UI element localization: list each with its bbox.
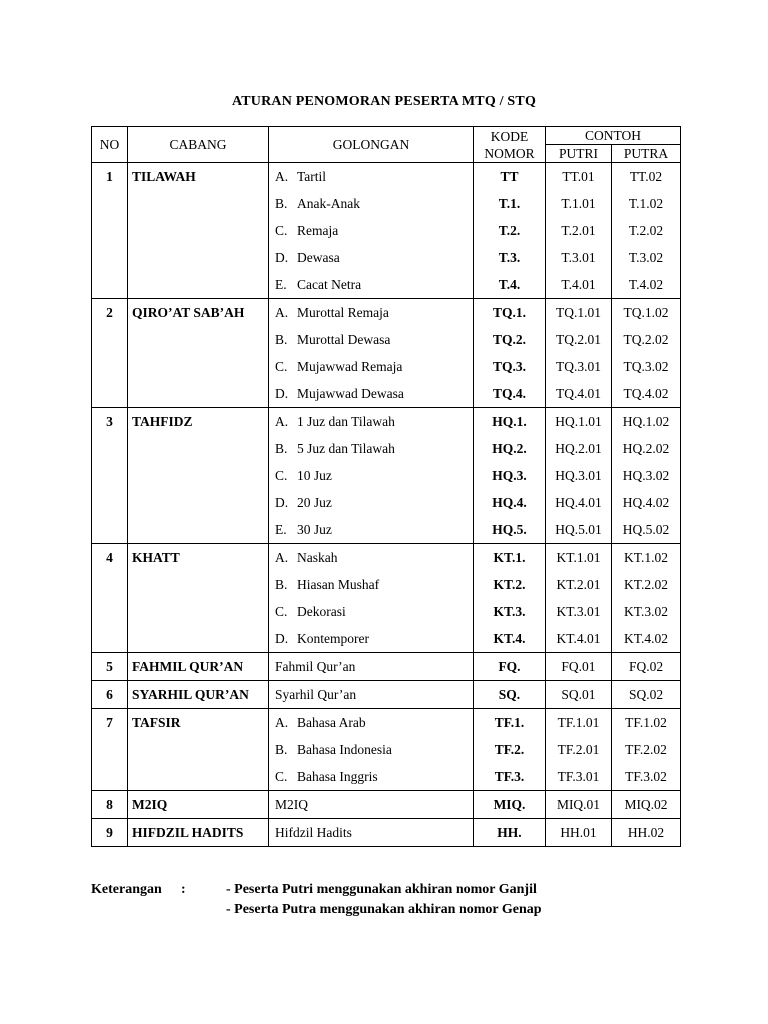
note-colon: : [181, 882, 186, 897]
kode-nomor-value: T.4. [498, 277, 521, 292]
golongan-item [269, 598, 473, 625]
cell-cabang: TAHFIDZ [128, 408, 269, 544]
golongan-item [269, 571, 473, 598]
contoh-putri-value: KT.1.01 [556, 550, 601, 565]
kode-nomor-value: TQ.2. [492, 332, 526, 347]
cell-contoh-putra [612, 819, 681, 847]
contoh-putri-value: KT.3.01 [556, 604, 601, 619]
header-contoh: CONTOH [546, 127, 681, 145]
contoh-putri-value: T.1.01 [561, 196, 596, 211]
golongan-letter: E. [275, 277, 287, 292]
table-row [92, 544, 681, 653]
contoh-putri-value: TQ.3.01 [556, 359, 601, 374]
kode-nomor-value: HQ.4. [492, 495, 527, 510]
contoh-putra-value: FQ.02 [628, 659, 664, 674]
golongan-letter: B. [275, 441, 288, 456]
golongan-label: Hiasan Mushaf [297, 577, 380, 592]
contoh-putra-value: TQ.4.02 [623, 386, 669, 401]
golongan-letter: D. [275, 386, 289, 401]
contoh-putri-value: TF.3.01 [557, 769, 600, 784]
contoh-putra-value: MIQ.02 [624, 797, 668, 812]
cell-kode-nomor [474, 681, 546, 709]
contoh-putri-value: HQ.4.01 [555, 495, 602, 510]
golongan-label: M2IQ [275, 797, 308, 812]
cell-cabang: TAFSIR [128, 709, 269, 791]
kode-nomor-value: HQ.2. [492, 441, 527, 456]
golongan-label: Bahasa Indonesia [297, 742, 392, 757]
contoh-putra-value: TQ.3.02 [623, 359, 669, 374]
kode-nomor-value: TF.3. [494, 769, 525, 784]
contoh-putra-value: T.4.02 [628, 277, 664, 292]
golongan-letter: C. [275, 223, 288, 238]
table-row [92, 408, 681, 544]
cell-kode-nomor [474, 819, 546, 847]
table-row [92, 709, 681, 791]
cell-kode-nomor [474, 791, 546, 819]
golongan-letter: E. [275, 522, 287, 537]
note-line-putra: - Peserta Putra menggunakan akhiran nomor Genap [226, 902, 542, 917]
golongan-item [269, 190, 473, 217]
golongan-letter: A. [275, 169, 289, 184]
cell-contoh-putri [546, 709, 612, 791]
golongan-letter: B. [275, 742, 288, 757]
cell-cabang: TILAWAH [128, 163, 269, 299]
cell-kode-nomor [474, 163, 546, 299]
kode-nomor-value: T.1. [498, 196, 521, 211]
golongan-letter: C. [275, 604, 288, 619]
golongan-item [269, 326, 473, 353]
kode-nomor-value: FQ. [498, 659, 521, 674]
kode-nomor-value: KT.1. [493, 550, 526, 565]
kode-nomor-value: T.2. [498, 223, 521, 238]
golongan-item [269, 244, 473, 271]
cell-golongan [269, 681, 474, 709]
golongan-label: Cacat Netra [297, 277, 362, 292]
cell-contoh-putri [546, 299, 612, 408]
contoh-putri-value: KT.2.01 [556, 577, 601, 592]
golongan-letter: A. [275, 715, 289, 730]
golongan-item [269, 681, 473, 708]
contoh-putra-value: SQ.02 [628, 687, 664, 702]
golongan-item [269, 353, 473, 380]
contoh-putri-value: TT.01 [562, 169, 595, 184]
contoh-putra-value: KT.1.02 [624, 550, 668, 565]
golongan-label: 1 Juz dan Tilawah [297, 414, 395, 429]
cell-contoh-putra [612, 299, 681, 408]
golongan-item [269, 736, 473, 763]
golongan-item [269, 271, 473, 298]
cell-no: 5 [92, 653, 128, 681]
contoh-putra-value: HH.02 [627, 825, 665, 840]
golongan-letter: A. [275, 414, 289, 429]
cell-no: 9 [92, 819, 128, 847]
golongan-label: Fahmil Qur’an [275, 659, 356, 674]
header-kode-nomor [474, 127, 546, 163]
contoh-putri-value: HQ.2.01 [555, 441, 602, 456]
golongan-label: Syarhil Qur’an [275, 687, 357, 702]
contoh-putra-value: T.1.02 [628, 196, 664, 211]
table-body [92, 163, 681, 847]
golongan-label: Dewasa [297, 250, 340, 265]
cell-contoh-putri [546, 791, 612, 819]
contoh-putra-value: HQ.2.02 [622, 441, 670, 456]
contoh-putra-value: HQ.5.02 [622, 522, 670, 537]
kode-nomor-value: KT.4. [493, 631, 526, 646]
contoh-putri-value: T.3.01 [561, 250, 596, 265]
cell-contoh-putri [546, 653, 612, 681]
cell-golongan [269, 544, 474, 653]
cell-kode-nomor [474, 544, 546, 653]
golongan-item [269, 709, 473, 736]
cell-golongan [269, 163, 474, 299]
cell-no: 3 [92, 408, 128, 544]
golongan-label: Murottal Dewasa [297, 332, 391, 347]
contoh-putri-value: HQ.3.01 [555, 468, 602, 483]
cell-contoh-putra [612, 544, 681, 653]
golongan-label: Murottal Remaja [297, 305, 389, 320]
golongan-item [269, 625, 473, 652]
kode-nomor-value: KT.3. [493, 604, 526, 619]
cell-contoh-putra [612, 653, 681, 681]
golongan-letter: A. [275, 550, 289, 565]
contoh-putri-value: TQ.2.01 [556, 332, 601, 347]
contoh-putra-value: T.3.02 [628, 250, 664, 265]
contoh-putri-value: HQ.1.01 [555, 414, 602, 429]
contoh-putri-value: TF.2.01 [557, 742, 600, 757]
golongan-label: Dekorasi [297, 604, 346, 619]
cell-no: 2 [92, 299, 128, 408]
contoh-putri-value: T.4.01 [561, 277, 596, 292]
contoh-putra-value: TF.3.02 [625, 769, 667, 784]
golongan-item [269, 380, 473, 407]
golongan-label: Mujawwad Remaja [297, 359, 403, 374]
golongan-label: 5 Juz dan Tilawah [297, 441, 395, 456]
contoh-putri-value: T.2.01 [561, 223, 596, 238]
golongan-label: 20 Juz [297, 495, 332, 510]
golongan-label: Bahasa Arab [297, 715, 366, 730]
golongan-item [269, 819, 473, 846]
golongan-label: Mujawwad Dewasa [297, 386, 404, 401]
header-cabang: CABANG [128, 127, 269, 163]
golongan-item [269, 516, 473, 543]
golongan-letter: C. [275, 468, 288, 483]
document-title: ATURAN PENOMORAN PESERTA MTQ / STQ [231, 94, 537, 109]
golongan-item [269, 489, 473, 516]
kode-nomor-value: KT.2. [493, 577, 526, 592]
golongan-letter: D. [275, 631, 289, 646]
cell-no: 8 [92, 791, 128, 819]
golongan-letter: A. [275, 305, 289, 320]
kode-nomor-value: TQ.3. [492, 359, 526, 374]
cell-kode-nomor [474, 299, 546, 408]
cell-contoh-putri [546, 544, 612, 653]
kode-nomor-value: TT [500, 169, 519, 184]
header-kode-line1: KODE [490, 128, 529, 144]
golongan-letter: B. [275, 196, 288, 211]
golongan-label: Anak-Anak [297, 196, 360, 211]
contoh-putra-value: TF.2.02 [625, 742, 667, 757]
cell-cabang: QIRO’AT SAB’AH [128, 299, 269, 408]
golongan-letter: C. [275, 359, 288, 374]
note-line-putri: - Peserta Putri menggunakan akhiran nomor Ganjil [226, 882, 537, 897]
note-lines [226, 880, 542, 920]
contoh-putra-value: HQ.3.02 [622, 468, 670, 483]
cell-contoh-putri [546, 681, 612, 709]
contoh-putra-value: KT.3.02 [624, 604, 668, 619]
table-row [92, 653, 681, 681]
contoh-putri-value: TQ.4.01 [556, 386, 601, 401]
header-golongan: GOLONGAN [269, 127, 474, 163]
contoh-putri-value: TF.1.01 [557, 715, 600, 730]
contoh-putra-value: T.2.02 [628, 223, 664, 238]
table-row [92, 163, 681, 299]
cell-kode-nomor [474, 709, 546, 791]
golongan-item [269, 217, 473, 244]
golongan-item [269, 763, 473, 790]
golongan-item [269, 791, 473, 818]
cell-golongan [269, 299, 474, 408]
cell-golongan [269, 819, 474, 847]
cell-no: 7 [92, 709, 128, 791]
cell-golongan [269, 653, 474, 681]
cell-contoh-putra [612, 791, 681, 819]
numbering-rules-table [91, 126, 681, 847]
golongan-item [269, 299, 473, 326]
golongan-letter: B. [275, 577, 288, 592]
table-row [92, 791, 681, 819]
golongan-item [269, 435, 473, 462]
cell-no: 1 [92, 163, 128, 299]
kode-nomor-value: MIQ. [493, 797, 526, 812]
golongan-label: Hifdzil Hadits [275, 825, 352, 840]
contoh-putri-value: FQ.01 [561, 659, 596, 674]
header-putri: PUTRI [546, 145, 612, 163]
contoh-putra-value: KT.4.02 [624, 631, 668, 646]
contoh-putra-value: KT.2.02 [624, 577, 668, 592]
cell-cabang: M2IQ [128, 791, 269, 819]
contoh-putri-value: HH.01 [560, 825, 597, 840]
table-row [92, 299, 681, 408]
contoh-putri-value: HQ.5.01 [555, 522, 602, 537]
kode-nomor-value: SQ. [498, 687, 521, 702]
cell-no: 4 [92, 544, 128, 653]
contoh-putri-value: MIQ.01 [556, 797, 601, 812]
header-no: NO [92, 127, 128, 163]
kode-nomor-value: TF.2. [494, 742, 525, 757]
kode-nomor-value: T.3. [498, 250, 521, 265]
cell-contoh-putra [612, 163, 681, 299]
cell-kode-nomor [474, 653, 546, 681]
cell-cabang: SYARHIL QUR’AN [128, 681, 269, 709]
kode-nomor-value: TQ.4. [492, 386, 526, 401]
header-putra: PUTRA [612, 145, 681, 163]
golongan-label: Kontemporer [297, 631, 369, 646]
golongan-letter: D. [275, 495, 289, 510]
cell-contoh-putra [612, 681, 681, 709]
contoh-putra-value: TF.1.02 [625, 715, 667, 730]
golongan-label: 10 Juz [297, 468, 332, 483]
table-row [92, 681, 681, 709]
header-kode-line2: NOMOR [484, 145, 535, 161]
cell-golongan [269, 408, 474, 544]
cell-golongan [269, 709, 474, 791]
contoh-putri-value: KT.4.01 [556, 631, 601, 646]
contoh-putra-value: HQ.4.02 [622, 495, 670, 510]
golongan-letter: C. [275, 769, 288, 784]
kode-nomor-value: TQ.1. [492, 305, 526, 320]
cell-contoh-putri [546, 819, 612, 847]
cell-golongan [269, 791, 474, 819]
golongan-label: Bahasa Inggris [297, 769, 378, 784]
golongan-item [269, 653, 473, 680]
contoh-putra-value: TQ.2.02 [623, 332, 669, 347]
golongan-letter: D. [275, 250, 289, 265]
golongan-label: 30 Juz [297, 522, 332, 537]
cell-contoh-putra [612, 709, 681, 791]
contoh-putri-value: SQ.01 [561, 687, 596, 702]
golongan-label: Tartil [297, 169, 327, 184]
table-row [92, 819, 681, 847]
golongan-item [269, 163, 473, 190]
cell-contoh-putra [612, 408, 681, 544]
contoh-putra-value: HQ.1.02 [622, 414, 670, 429]
cell-cabang: HIFDZIL HADITS [128, 819, 269, 847]
kode-nomor-value: HQ.5. [492, 522, 527, 537]
kode-nomor-value: HH. [497, 825, 522, 840]
contoh-putra-value: TQ.1.02 [623, 305, 669, 320]
cell-contoh-putri [546, 408, 612, 544]
kode-nomor-value: HQ.1. [492, 414, 527, 429]
kode-nomor-value: HQ.3. [492, 468, 527, 483]
contoh-putri-value: TQ.1.01 [556, 305, 601, 320]
golongan-item [269, 544, 473, 571]
golongan-item [269, 408, 473, 435]
kode-nomor-value: TF.1. [494, 715, 525, 730]
golongan-item [269, 462, 473, 489]
golongan-label: Naskah [297, 550, 338, 565]
cell-no: 6 [92, 681, 128, 709]
cell-cabang: KHATT [128, 544, 269, 653]
cell-contoh-putri [546, 163, 612, 299]
note-label: Keterangan [91, 882, 162, 897]
golongan-label: Remaja [297, 223, 339, 238]
cell-cabang: FAHMIL QUR’AN [128, 653, 269, 681]
golongan-letter: B. [275, 332, 288, 347]
contoh-putra-value: TT.02 [629, 169, 663, 184]
cell-kode-nomor [474, 408, 546, 544]
